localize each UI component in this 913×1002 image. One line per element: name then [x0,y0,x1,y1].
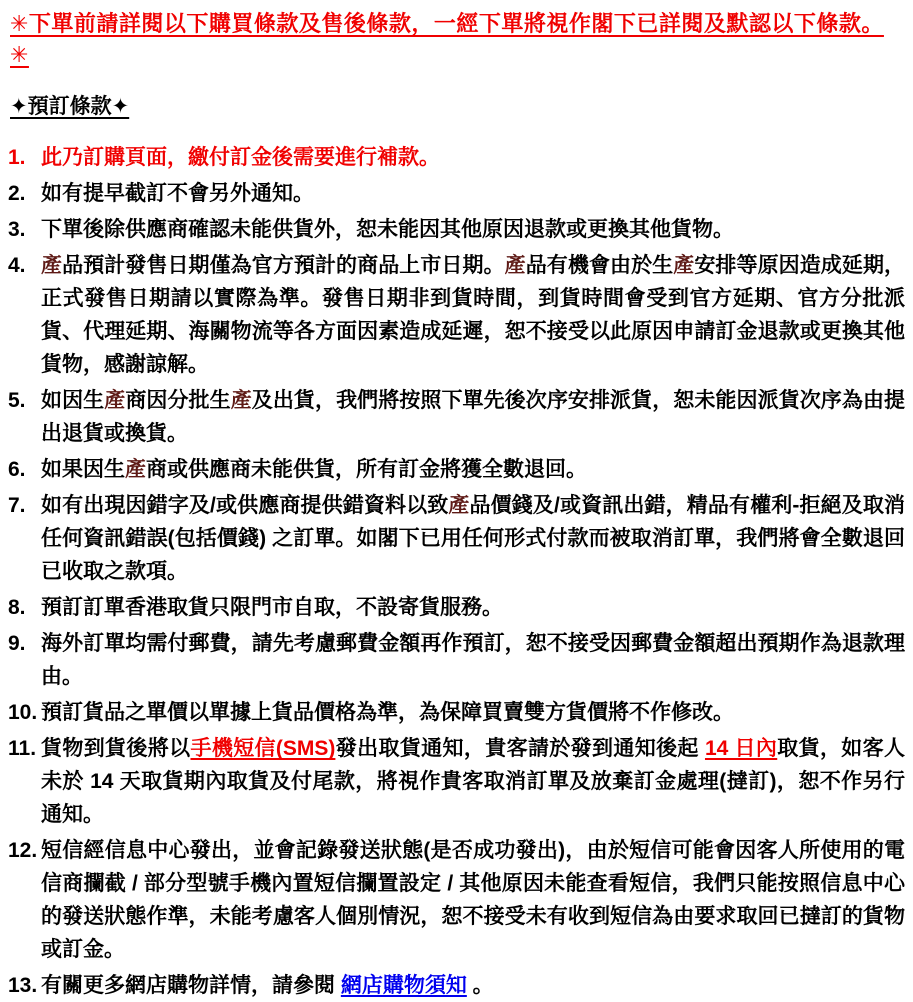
item-text [41,974,494,997]
item-text-segment: 發出取貨通知，貴客請於發到通知後起 [335,737,705,760]
page-title: ✳下單前請詳閱以下購買條款及售後條款，一經下單將視作閣下已詳閱及默認以下條款。 ✳ [10,11,884,67]
item-number: 8. [8,596,26,619]
term-item-10 [10,696,905,729]
item-number: 9. [8,632,26,655]
term-item-1 [10,141,905,174]
item-text: 下單後除供應商確認未能供貨外，恕未能因其他原因退款或更換其他貨物。 [41,218,734,241]
item-text: 海外訂單均需付郵費，請先考慮郵費金額再作預訂，恕不接受因郵費金額超出預期作為退款理由。 [41,632,905,688]
item-number: 6. [8,458,26,481]
term-item-2 [10,177,905,210]
term-item-3 [10,213,905,246]
term-item-13 [10,969,905,1002]
item-text [41,737,905,826]
item-number: 10. [8,701,38,724]
term-item-7 [10,489,905,588]
item-number: 2. [8,182,26,205]
terms-list [10,141,905,1002]
item-text: 如有出現因錯字及/或供應商提供錯資料以致產品價錢及/或資訊出錯，精品有權利-拒絕及取消任何資訊錯誤(包括價錢) 之訂單。如閣下已用任何形式付款而被取消訂單，我們將會全數退回已收取之款項。 [41,494,906,583]
item-text-segment: 。 [466,974,494,997]
term-item-9 [10,627,905,693]
section-title: ✦預訂條款✦ [10,95,130,118]
item-text: 如果因生產商或供應商未能供貨，所有訂金將獲全數退回。 [41,458,587,481]
item-number: 13. [8,974,38,997]
item-number: 4. [8,254,26,277]
item-text: 短信經信息中心發出，並會記錄發送狀態(是否成功發出)，由於短信可能會因客人所使用的電信商攔截 / 部分型號手機內置短信攔置設定 / 其他原因未能查看短信，我們只能按照信息中心的發送狀態作準，未能考慮客人個別情況，恕不接受未有收到短信為由要求取回已撻訂的貨物或訂金。 [41,839,905,961]
term-item-12 [10,834,905,966]
item-number: 7. [8,494,26,517]
item-text: 如因生產商因分批生產及出貨，我們將按照下單先後次序安排派貨，恕未能因派貨次序為由提出退貨或換貨。 [41,389,906,445]
sms-notice-highlight: 手機短信(SMS) [190,737,336,760]
item-text-segment: 貨物到貨後將以 [41,737,191,760]
item-text: 如有提早截訂不會另外通知。 [41,182,314,205]
pickup-deadline-highlight: 14 日內 [704,737,778,760]
term-item-8 [10,591,905,624]
item-text: 此乃訂購頁面，繳付訂金後需要進行補款。 [41,146,440,169]
term-item-6 [10,453,905,486]
item-text: 預訂訂單香港取貨只限門市自取，不設寄貨服務。 [41,596,503,619]
item-text-segment: 有關更多網店購物詳情，請參閱 [41,974,341,997]
item-number: 11. [8,737,37,760]
item-text: 產品預計發售日期僅為官方預計的商品上市日期。產品有機會由於生產安排等原因造成延期，正式發售日期請以實際為準。發售日期非到貨時間，到貨時間會受到官方延期、官方分批派貨、代理延期、海關物流等各方面因素造成延遲，恕不接受以此原因申請訂金退款或更換其他貨物，感謝諒解。 [41,254,906,376]
item-text-segment: 取貨，如客人未於 14 天取貨期內取貨及付尾款，將視作貴客取消訂單及放棄訂金處理(撻訂)，恕不作另行通知。 [41,737,906,826]
item-text: 預訂貨品之單價以單據上貨品價格為準，為保障買賣雙方貨價將不作修改。 [41,701,734,724]
item-number: 5. [8,389,26,412]
store-shopping-notice-link[interactable]: 網店購物須知 [340,974,467,997]
item-number: 1. [8,146,26,169]
term-item-11 [10,732,905,831]
item-number: 12. [8,839,38,862]
item-number: 3. [8,218,26,241]
term-item-4 [10,249,905,381]
term-item-5 [10,384,905,450]
